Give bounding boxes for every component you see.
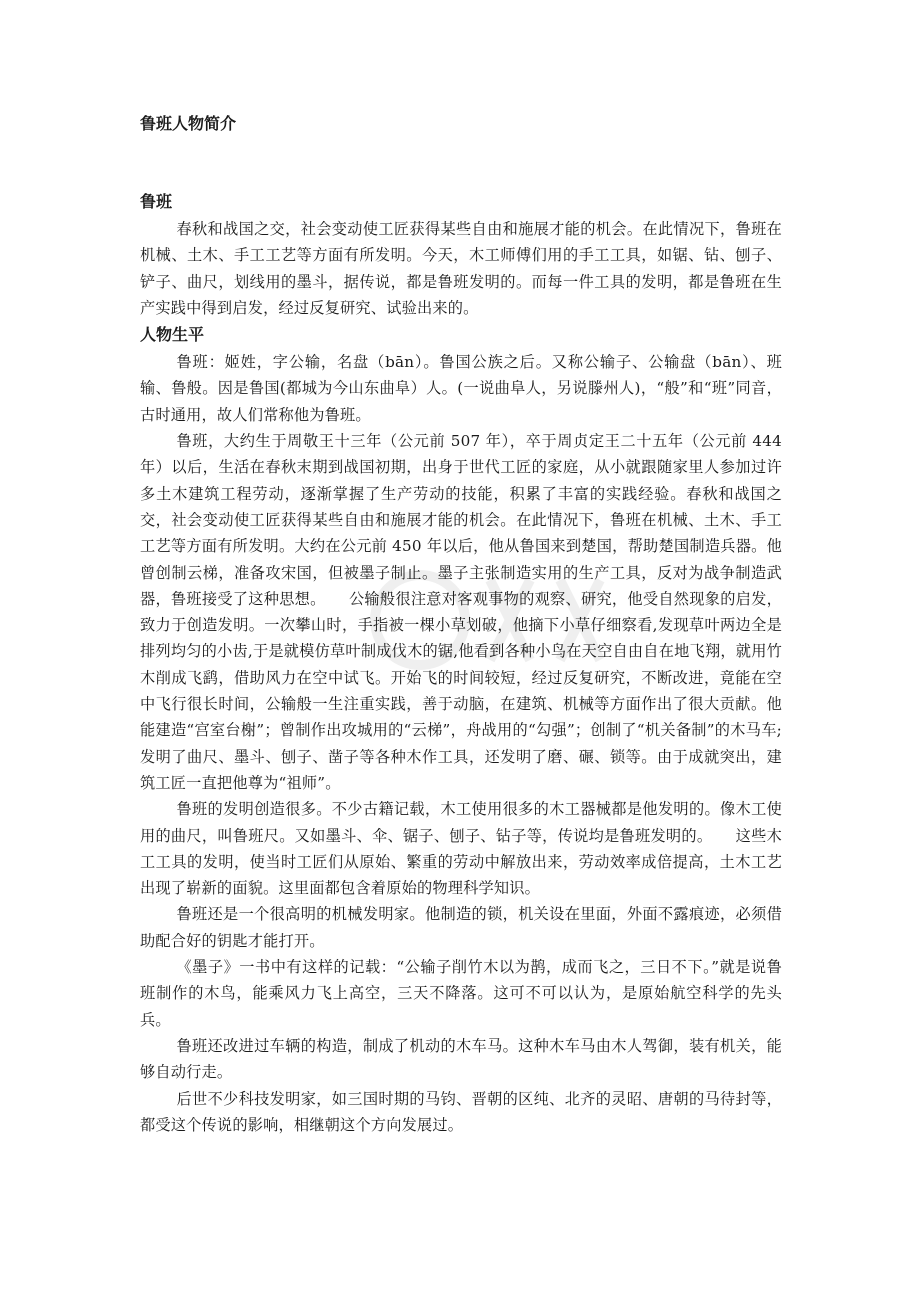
title-spacer: [140, 138, 782, 188]
paragraph: 鲁班，大约生于周敬王十三年（公元前 507 年），卒于周贞定王二十五年（公元前 444 年）以后，生活在春秋末期到战国初期，出身于世代工匠的家庭，从小就跟随家里人参加过许多土木建筑工程劳动，逐渐掌握了生产劳动的技能，积累了丰富的实践经验。春秋和战国之交，社会变动使工匠获得某些自由和施展才能的机会。在此情况下，鲁班在机械、土木、手工工艺等方面有所发明。大约在公元前 450 年以后，他从鲁国来到楚国，帮助楚国制造兵器。他曾创制云梯，准备攻宋国，但被墨子制止。墨子主张制造实用的生产工具，反对为战争制造武器，鲁班接受了这种思想。 公输般很注意对客观事物的观察、研究，他受自然现象的启发，致力于创造发明。一次攀山时，手指被一棵小草划破，他摘下小草仔细察看,发现草叶两边全是排列均匀的小齿,于是就模仿草叶制成伐木的锯,他看到各种小鸟在天空自由自在地飞翔，就用竹木削成飞鹞，借助风力在空中试飞。开始飞的时间较短，经过反复研究，不断改进，竟能在空中飞行很长时间，公输般一生注重实践，善于动脑，在建筑、机械等方面作出了很大贡献。他能建造“宫室台榭”；曾制作出攻城用的“云梯”，舟战用的“勾强”；创制了“机关备制”的木马车;发明了曲尺、墨斗、刨子、凿子等各种木作工具，还发明了磨、碾、锁等。由于成就突出，建筑工匠一直把他尊为“祖师”。: [140, 432, 782, 792]
paragraph: 鲁班：姬姓，字公输，名盘（bān）。鲁国公族之后。又称公输子、公输盘（bān）、班输、鲁般。因是鲁国(都城为今山东曲阜）人。(一说曲阜人，另说滕州人)，“般”和“班”同音，古时通用，故人们常称他为鲁班。: [140, 353, 782, 424]
document-title: 鲁班人物简介: [140, 114, 237, 133]
paragraph: 鲁班还改进过车辆的构造，制成了机动的木车马。这种木车马由木人驾御，装有机关，能够自动行走。: [140, 1036, 782, 1082]
document-page: [140, 110, 782, 1138]
section-heading: 人物生平: [140, 325, 205, 345]
section-luban: [140, 188, 782, 321]
paragraph: 后世不少科技发明家，如三国时期的马钧、晋朝的区纯、北齐的灵昭、唐朝的马待封等，都受这个传说的影响，相继朝这个方向发展过。: [140, 1089, 782, 1134]
section-heading: 鲁班: [140, 192, 173, 211]
section-biography: [140, 321, 782, 1138]
paragraph: 鲁班的发明创造很多。不少古籍记载，木工使用很多的木工器械都是他发明的。像木工使用的曲尺，叫鲁班尺。又如墨斗、伞、锯子、刨子、钻子等，传说均是鲁班发明的。 这些木工工具的发明，使当时工匠们从原始、繁重的劳动中解放出来，劳动效率成倍提高，土木工艺出现了崭新的面貌。这里面都包含着原始的物理科学知识。: [140, 800, 782, 898]
paragraph: 鲁班还是一个很高明的机械发明家。他制造的锁，机关设在里面，外面不露痕迹，必须借助配合好的钥匙才能打开。: [140, 905, 782, 950]
paragraph: 春秋和战国之交，社会变动使工匠获得某些自由和施展才能的机会。在此情况下，鲁班在机械、土木、手工工艺等方面有所发明。今天，木工师傅们用的手工工具，如锯、钻、刨子、铲子、曲尺，划线用的墨斗，据传说，都是鲁班发明的。而每一件工具的发明，都是鲁班在生产实践中得到启发，经过反复研究、试验出来的。: [140, 220, 782, 317]
paragraph: 《墨子》一书中有这样的记载：“公输子削竹木以为鹊，成而飞之，三日不下。”就是说鲁班制作的木鸟，能乘风力飞上高空，三天不降落。这可不可以认为，是原始航空科学的先头兵。: [140, 958, 782, 1029]
